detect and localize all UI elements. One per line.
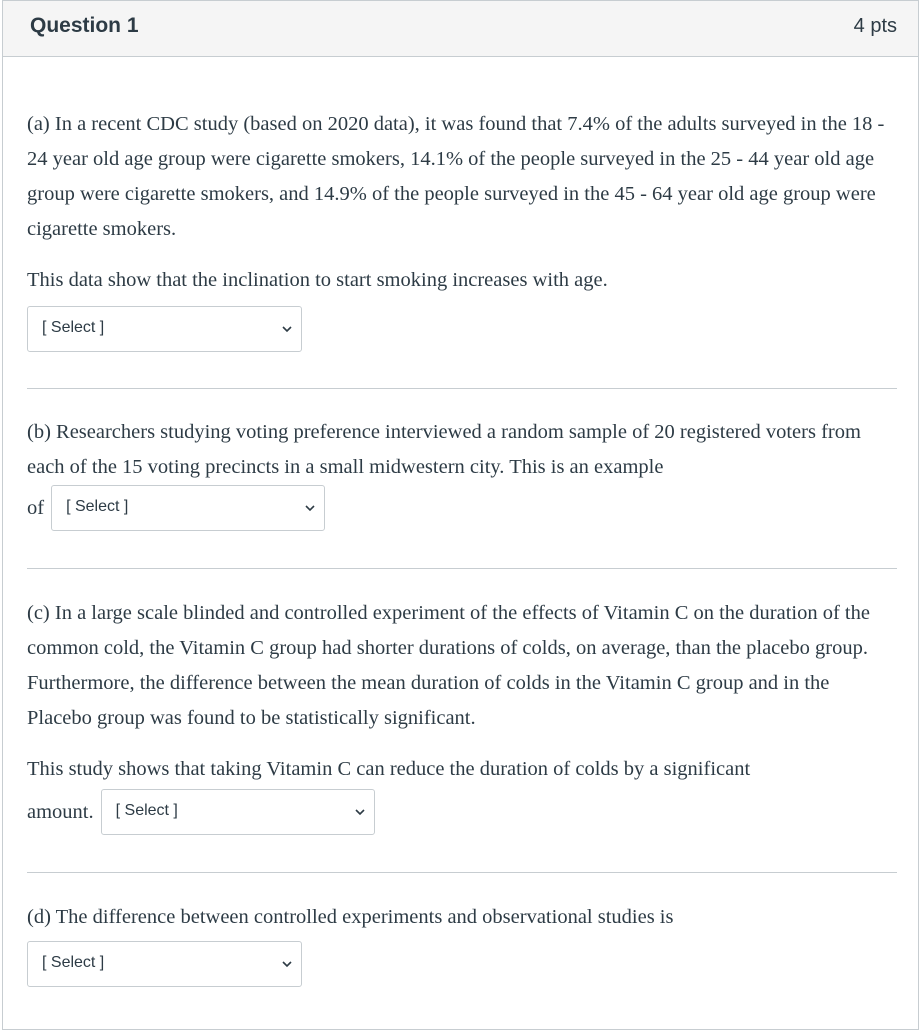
part-c-select[interactable] (101, 789, 375, 835)
part-c-text: (c) In a large scale blinded and controlled experiment of the effects of Vitamin C on the duration of the common cold, the Vitamin C group had shorter durations of colds, on average, than the placebo group. Furthermore, the difference between the mean duration of colds in the Vitamin C group and in the Placebo group was found to be statistically significant. (27, 602, 870, 729)
part-a (27, 107, 897, 352)
part-a-text: (a) In a recent CDC study (based on 2020 data), it was found that 7.4% of the adults surveyed in the 18 - 24 year old age group were cigarette smokers, 14.1% of the people surveyed in the 25 - 44 year old age group were cigarette smokers, and 14.9% of the people surveyed in the 45 - 64 year old age group were cigarette smokers. (27, 113, 885, 240)
part-c-select-value: [ Select ] (115, 802, 178, 819)
part-b-row (27, 485, 897, 531)
question-body (27, 107, 897, 987)
part-b (27, 415, 897, 531)
divider (27, 388, 897, 389)
chevron-down-icon (281, 959, 293, 969)
question-header (3, 1, 918, 57)
question-points: 4 pts (853, 15, 897, 37)
part-c (27, 596, 897, 835)
part-d (27, 900, 897, 987)
part-b-select-value: [ Select ] (66, 498, 129, 515)
part-d-select[interactable] (27, 941, 302, 987)
chevron-down-icon (281, 324, 293, 334)
part-c-statement: This study shows that taking Vitamin C can reduce the duration of colds by a significant (27, 758, 751, 780)
part-d-text: (d) The difference between controlled experiments and observational studies is (27, 906, 674, 928)
part-b-select[interactable] (51, 485, 325, 531)
part-b-text: (b) Researchers studying voting preference interviewed a random sample of 20 registered voters from each of the 15 voting precincts in a small midwestern city. This is an example (27, 421, 861, 478)
divider (27, 568, 897, 569)
part-a-statement: This data show that the inclination to start smoking increases with age. (27, 269, 608, 291)
part-b-lead: of (27, 496, 45, 519)
divider (27, 872, 897, 873)
question-title: Question 1 (30, 14, 139, 37)
chevron-down-icon (354, 807, 366, 817)
part-a-select-value: [ Select ] (42, 319, 105, 336)
chevron-down-icon (304, 503, 316, 513)
part-c-row (27, 789, 897, 835)
part-c-lead: amount. (27, 800, 94, 823)
part-a-select[interactable] (27, 306, 302, 352)
part-d-select-value: [ Select ] (42, 954, 105, 971)
